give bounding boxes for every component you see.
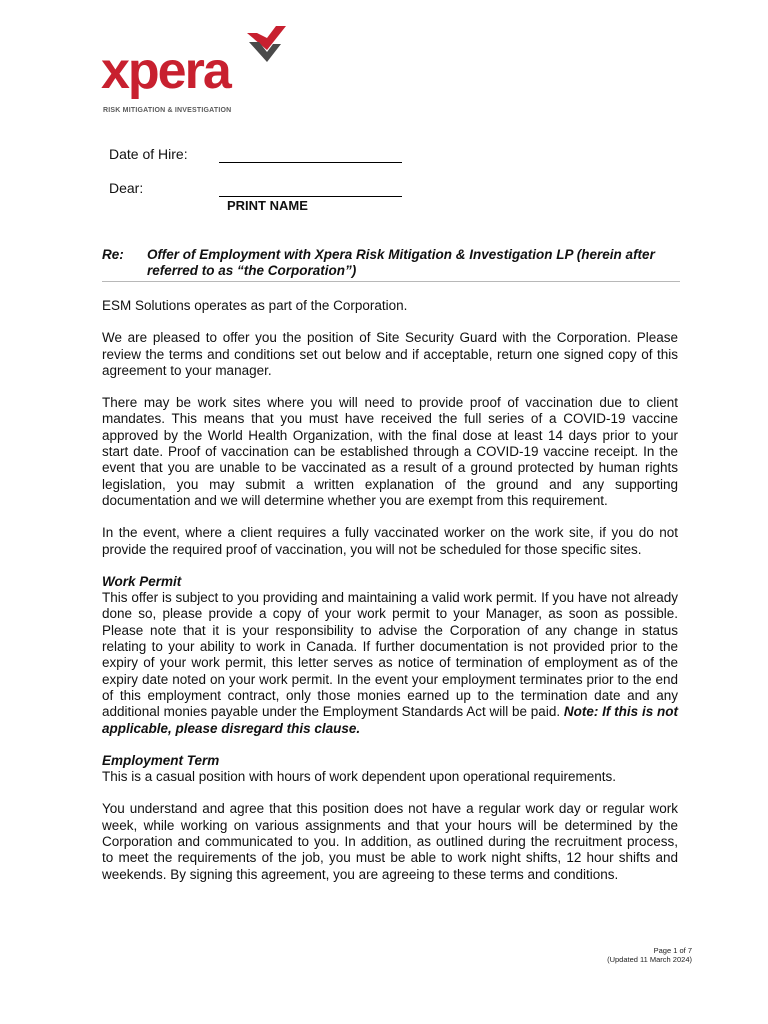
logo-tagline: RISK MITIGATION & INVESTIGATION (103, 107, 232, 114)
intro-paragraph: ESM Solutions operates as part of the Corporation. (102, 298, 408, 313)
subject-label: Re: (102, 247, 124, 262)
dear-name-line (219, 196, 402, 197)
work-permit-text: This offer is subject to you providing and maintaining a valid work permit. If you have not already done so, please provide a copy of your work permit to your Manager, as soon as possible. Please note that it is your responsibility to advise the Corporation of any change in status relating to your ability to work in Canada. If further documentation is not provided prior to the expiry of your work permit, this letter serves as notice of termination of employment as of the expiry date noted on your work permit. In the event your employment terminates prior to the end of this employment contract, only those monies earned up to the termination date and any additional monies payable under the Employment Standards Act will be paid. (102, 590, 678, 720)
subject-text: Offer of Employment with Xpera Risk Mitigation & Investigation LP (herein after referred to as “the Corporation”) (147, 247, 655, 278)
work-permit-note: Note: If this is not applicable, please disregard this clause. (102, 704, 678, 736)
company-logo (101, 24, 291, 118)
dear-label: Dear: (109, 180, 144, 196)
date-of-hire-label: Date of Hire: (109, 146, 188, 162)
updated-date: (Updated 11 March 2024) (607, 955, 692, 964)
offer-paragraph: We are pleased to offer you the position of Site Security Guard with the Corporation. Please review the terms and conditions set out below and if acceptable, return one signed copy of this agreement to your manager. (102, 330, 678, 378)
vaccination-paragraph: There may be work sites where you will need to provide proof of vaccination due to client mandates. This means that you must have received the full series of a COVID-19 vaccine approved by the World Health Organization, with the final dose at least 14 days prior to your start date. Proof of vaccination can be established through a COVID-19 vaccine receipt. In the event that you are unable to be vaccinated as a result of a ground protected by human rights legislation, you may submit a written explanation of the ground and any supporting documentation and we will determine whether you are exempt from this requirement. (102, 395, 678, 508)
chevron-logo-icon (243, 24, 289, 68)
client-requirement-paragraph: In the event, where a client requires a fully vaccinated worker on the work site, if you do not provide the required proof of vaccination, you will not be scheduled for those specific sites. (102, 525, 678, 557)
employment-term-paragraph: This is a casual position with hours of work dependent upon operational requirements. (102, 769, 617, 785)
logo-wordmark: xpera (101, 42, 230, 100)
print-name-label: PRINT NAME (227, 198, 308, 213)
date-of-hire-line (219, 162, 402, 163)
schedule-paragraph: You understand and agree that this position does not have a regular work day or regular work week, while working on various assignments and that your hours will be determined by the Corporation and communicated to you. In addition, as outlined during the recruitment process, to meet the requirements of the job, you must be able to work night shifts, 12 hour shifts and weekends. By signing this agreement, you are agreeing to these terms and conditions. (102, 801, 678, 882)
employment-term-heading: Employment Term (102, 752, 220, 768)
page-footer (607, 946, 692, 964)
work-permit-paragraph (102, 590, 678, 737)
page-number: Page 1 of 7 (653, 946, 692, 955)
letter-body (102, 298, 678, 899)
subject-divider (102, 281, 680, 282)
work-permit-heading: Work Permit (102, 573, 182, 589)
